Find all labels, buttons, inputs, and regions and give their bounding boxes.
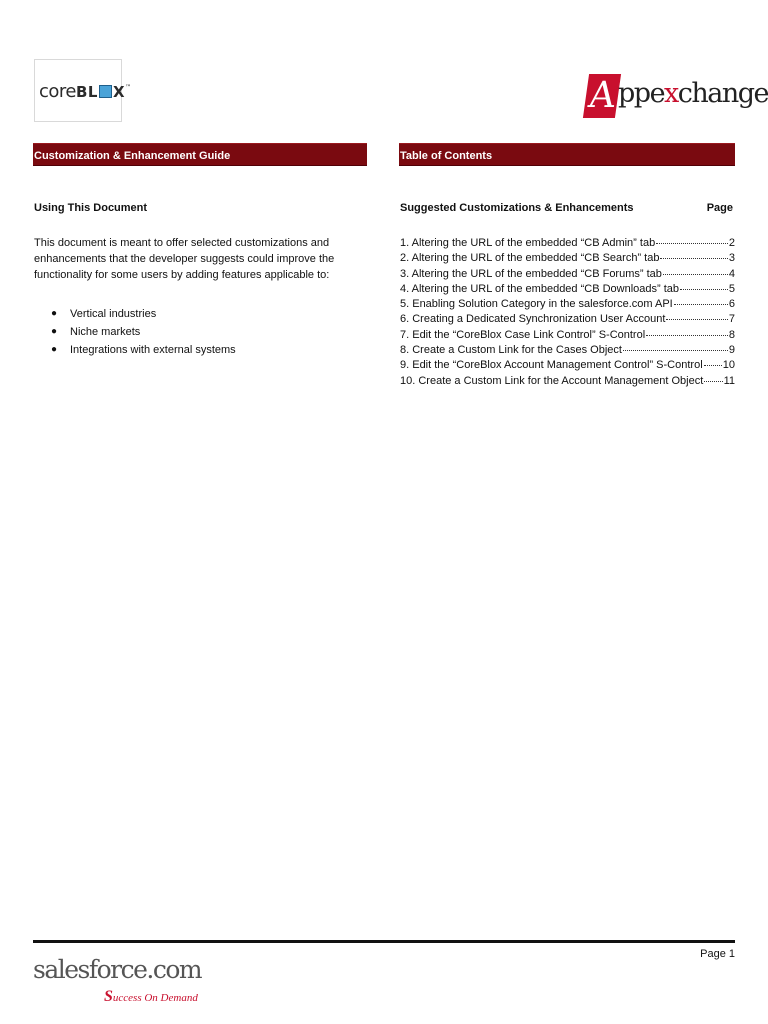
toc-entry[interactable]: 10. Create a Custom Link for the Account Management Object 11 xyxy=(400,374,735,387)
appexchange-logo-a: A xyxy=(583,74,621,118)
appexchange-logo xyxy=(584,68,768,126)
toc-header: Table of Contents xyxy=(399,143,735,166)
footer-divider xyxy=(33,940,735,943)
cube-icon xyxy=(99,85,112,98)
toc-entry[interactable]: 3. Altering the URL of the embedded “CB Forums” tab 4 xyxy=(400,267,735,280)
toc-subheading: Suggested Customizations & Enhancements xyxy=(400,202,634,214)
toc-entry[interactable]: 7. Edit the “CoreBlox Case Link Control” S-Control 8 xyxy=(400,328,735,341)
intro-paragraph: This document is meant to offer selected customizations and enhancements that the developer suggests could improve the functionality for some users by adding features applicable to: xyxy=(34,237,335,281)
appexchange-logo-text: ppexchange xyxy=(618,78,768,109)
list-item: ● Vertical industries xyxy=(34,305,354,323)
bullet-list xyxy=(34,305,354,359)
toc-entry[interactable]: 1. Altering the URL of the embedded “CB Admin” tab 2 xyxy=(400,237,735,249)
coreblox-logo-text: coreBL X™ xyxy=(39,81,131,102)
guide-header: Customization & Enhancement Guide xyxy=(33,143,367,166)
toc-entry[interactable]: 9. Edit the “CoreBlox Account Management Control” S-Control 10 xyxy=(400,359,735,372)
salesforce-logo: salesforce.com xyxy=(33,955,202,984)
toc-entry[interactable]: 6. Creating a Dedicated Synchronization User Account 7 xyxy=(400,313,735,326)
using-document-heading: Using This Document xyxy=(34,202,148,214)
page-number: Page 1 xyxy=(700,948,735,960)
toc-page-label: Page xyxy=(706,202,733,214)
toc-entry[interactable]: 5. Enabling Solution Category in the salesforce.com API 6 xyxy=(400,298,735,311)
list-item: ● Integrations with external systems xyxy=(34,341,354,359)
toc-entry[interactable]: 4. Altering the URL of the embedded “CB Downloads” tab 5 xyxy=(400,282,735,295)
toc-entry[interactable]: 2. Altering the URL of the embedded “CB Search” tab 3 xyxy=(400,252,735,265)
bullet-icon: ● xyxy=(51,344,58,355)
toc-list xyxy=(400,236,735,389)
salesforce-tagline: Success On Demand xyxy=(104,988,198,1005)
list-item: ● Niche markets xyxy=(34,323,354,341)
bullet-icon: ● xyxy=(51,326,58,337)
bullet-icon: ● xyxy=(51,308,58,319)
toc-entry[interactable]: 8. Create a Custom Link for the Cases Object 9 xyxy=(400,344,735,357)
coreblox-logo xyxy=(34,59,131,122)
